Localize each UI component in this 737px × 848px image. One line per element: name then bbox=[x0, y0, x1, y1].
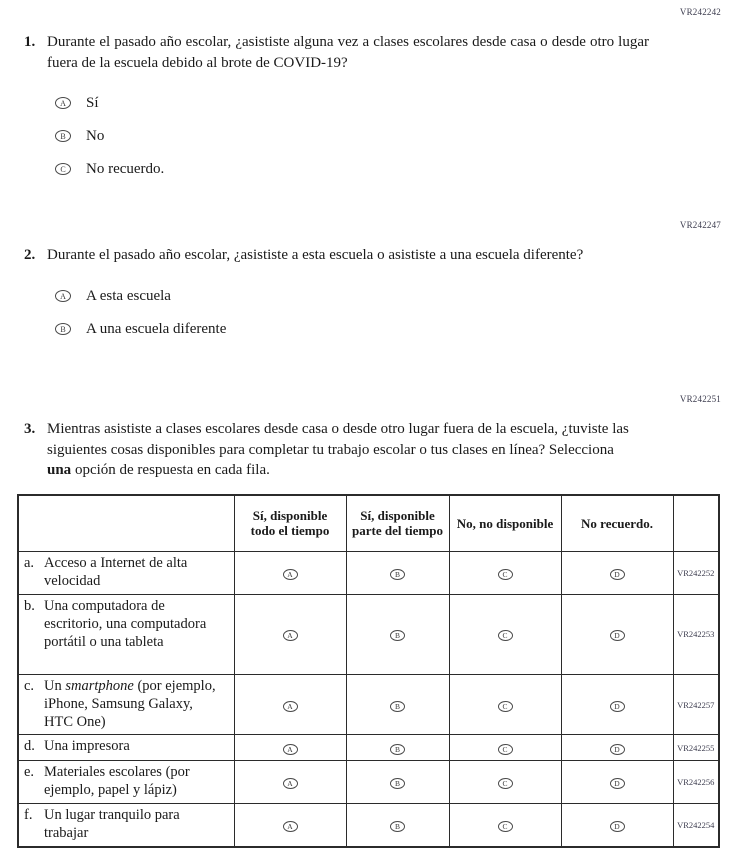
question-2-option-a-label: A esta escuela bbox=[86, 287, 171, 304]
vr-code-question-1: VR242242 bbox=[679, 7, 721, 17]
answer-bubble-d-icon[interactable]: D bbox=[610, 821, 625, 832]
question-1-option-a-label: Sí bbox=[86, 94, 99, 111]
question-2-option-a[interactable] bbox=[55, 286, 737, 306]
question-1-number: 1. bbox=[24, 34, 36, 50]
answer-bubble-a-icon[interactable]: A bbox=[283, 569, 298, 580]
row-e-vr-code: VR242256 bbox=[673, 761, 719, 804]
answer-bubble-d-icon[interactable]: D bbox=[610, 744, 625, 755]
vr-code-question-2: VR242247 bbox=[679, 220, 721, 231]
row-d-label: d. Una impresora bbox=[18, 735, 234, 761]
answer-bubble-b-icon[interactable]: B bbox=[390, 778, 405, 789]
row-f-label: f. Un lugar tranquilo para trabajar bbox=[18, 804, 234, 847]
header-item-column bbox=[18, 495, 234, 551]
answer-bubble-c-icon[interactable]: C bbox=[498, 569, 513, 580]
answer-bubble-a-icon[interactable]: A bbox=[283, 821, 298, 832]
row-a-vr-code: VR242252 bbox=[673, 551, 719, 594]
question-1-options bbox=[55, 93, 737, 179]
question-3-text: Mientras asististe a clases escolares desde casa o desde otro lugar fuera de la escuela, ¿tuviste las siguientes cosas disponibles para completar tu trabajo escolar o tus clases en línea? Selecciona una opción de respuesta en cada fila. bbox=[47, 421, 629, 479]
answer-bubble-b-icon[interactable]: B bbox=[390, 630, 405, 641]
table-row-c bbox=[18, 674, 719, 735]
availability-matrix-table bbox=[17, 494, 720, 848]
answer-bubble-a-icon[interactable]: A bbox=[283, 630, 298, 641]
row-e-label: e. Materiales escolares (por ejemplo, papel y lápiz) bbox=[18, 761, 234, 804]
answer-bubble-b-icon[interactable]: B bbox=[390, 569, 405, 580]
answer-bubble-a-icon[interactable]: A bbox=[55, 290, 71, 302]
header-yes-part-time: Sí, disponible parte del tiempo bbox=[346, 495, 449, 551]
answer-bubble-b-icon[interactable]: B bbox=[390, 701, 405, 712]
row-d-vr-code: VR242255 bbox=[673, 735, 719, 761]
question-1-option-a[interactable] bbox=[55, 93, 737, 113]
question-2-text: Durante el pasado año escolar, ¿asististe a esta escuela o asististe a una escuela diferente? bbox=[47, 247, 584, 264]
row-b-label: b. Una computadora de escritorio, una computadora portátil o una tableta bbox=[18, 594, 234, 674]
header-code-column bbox=[673, 495, 719, 551]
answer-bubble-c-icon[interactable]: C bbox=[498, 778, 513, 789]
vr-code-question-3: VR242251 bbox=[679, 394, 721, 405]
table-row-e bbox=[18, 761, 719, 804]
table-row-a bbox=[18, 551, 719, 594]
table-row-f bbox=[18, 804, 719, 847]
answer-bubble-b-icon[interactable]: B bbox=[390, 821, 405, 832]
question-2 bbox=[24, 245, 737, 266]
question-1-text: Durante el pasado año escolar, ¿asististe alguna vez a clases escolares desde casa o desde otro lugar fuera de la escuela debido al brote de COVID-19? bbox=[47, 34, 649, 71]
question-2-number: 2. bbox=[24, 247, 36, 264]
row-a-label: a. Acceso a Internet de alta velocidad bbox=[18, 551, 234, 594]
question-1-option-c-label: No recuerdo. bbox=[86, 160, 165, 177]
table-row-d bbox=[18, 735, 719, 761]
answer-bubble-d-icon[interactable]: D bbox=[610, 701, 625, 712]
row-c-vr-code: VR242257 bbox=[673, 674, 719, 735]
answer-bubble-a-icon[interactable]: A bbox=[283, 744, 298, 755]
row-b-vr-code: VR242253 bbox=[673, 594, 719, 674]
answer-bubble-a-icon[interactable]: A bbox=[55, 97, 71, 109]
answer-bubble-b-icon[interactable]: B bbox=[55, 323, 71, 335]
matrix-header-row bbox=[18, 495, 719, 551]
question-1-option-c[interactable] bbox=[55, 159, 737, 179]
row-f-vr-code: VR242254 bbox=[673, 804, 719, 847]
question-2-options bbox=[55, 286, 737, 339]
answer-bubble-b-icon[interactable]: B bbox=[390, 744, 405, 755]
answer-bubble-a-icon[interactable]: A bbox=[283, 701, 298, 712]
answer-bubble-b-icon[interactable]: B bbox=[55, 130, 71, 142]
question-1 bbox=[24, 32, 737, 73]
question-3 bbox=[24, 419, 737, 481]
row-c-label: c. Un smartphone (por ejemplo, iPhone, Samsung Galaxy, HTC One) bbox=[18, 674, 234, 735]
header-yes-all-time: Sí, disponible todo el tiempo bbox=[234, 495, 346, 551]
question-1-option-b[interactable] bbox=[55, 126, 737, 146]
question-1-option-b-label: No bbox=[86, 127, 105, 144]
header-dont-remember: No recuerdo. bbox=[561, 495, 673, 551]
question-2-option-b[interactable] bbox=[55, 319, 737, 339]
table-row-b bbox=[18, 594, 719, 674]
header-not-available: No, no disponible bbox=[449, 495, 561, 551]
question-3-bold-word: una bbox=[47, 462, 72, 479]
answer-bubble-a-icon[interactable]: A bbox=[283, 778, 298, 789]
answer-bubble-c-icon[interactable]: C bbox=[498, 821, 513, 832]
answer-bubble-d-icon[interactable]: D bbox=[610, 778, 625, 789]
answer-bubble-c-icon[interactable]: C bbox=[498, 701, 513, 712]
answer-bubble-c-icon[interactable]: C bbox=[498, 744, 513, 755]
answer-bubble-d-icon[interactable]: D bbox=[610, 569, 625, 580]
question-2-option-b-label: A una escuela diferente bbox=[86, 320, 227, 337]
answer-bubble-c-icon[interactable]: C bbox=[55, 163, 71, 175]
answer-bubble-c-icon[interactable]: C bbox=[498, 630, 513, 641]
answer-bubble-d-icon[interactable]: D bbox=[610, 630, 625, 641]
question-3-number: 3. bbox=[24, 421, 36, 438]
